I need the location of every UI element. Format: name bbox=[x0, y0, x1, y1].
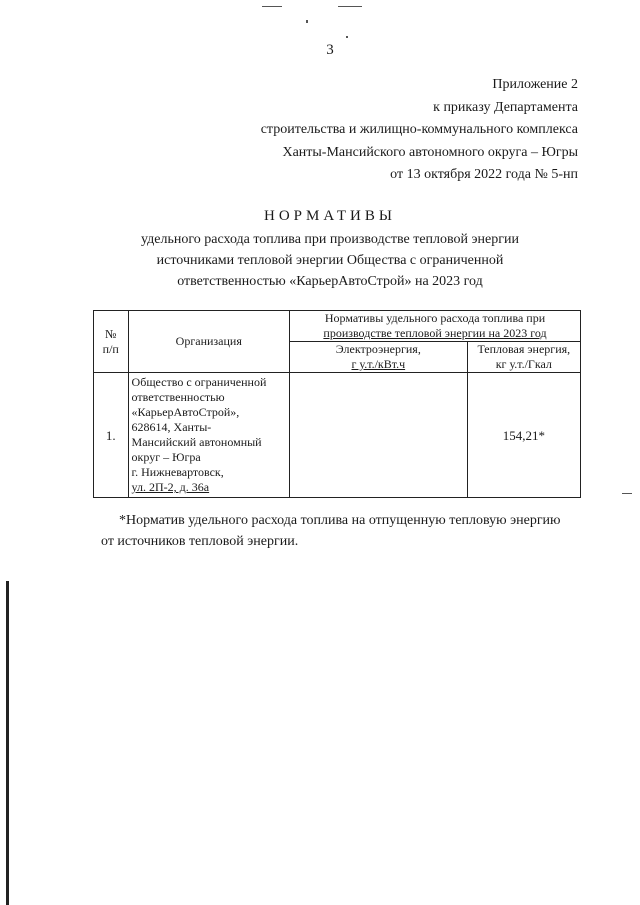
scan-artifact bbox=[306, 20, 308, 23]
org-line: 628614, Ханты- bbox=[131, 420, 212, 434]
org-line: г. Нижневартовск, bbox=[131, 465, 224, 479]
header-number bbox=[94, 311, 129, 373]
header-number-line: п/п bbox=[102, 341, 119, 356]
footnote-line: от источников тепловой энергии. bbox=[101, 534, 299, 549]
row-thermal-value: 154,21* bbox=[467, 373, 580, 498]
appendix-line: Ханты-Мансийского автономного округа – Югры bbox=[282, 144, 578, 160]
subtitle-line: удельного расхода топлива при производстве тепловой энергии bbox=[141, 232, 519, 247]
org-line: округ – Югра bbox=[131, 450, 201, 464]
org-line: Мансийский автономный bbox=[131, 435, 262, 449]
scan-artifact bbox=[346, 36, 348, 38]
header-electric-line: Электроэнергия, bbox=[335, 342, 421, 356]
row-electric-value bbox=[290, 373, 468, 498]
page-number: 3 bbox=[326, 42, 334, 58]
subtitle-line: ответственностью «КарьерАвтоСтрой» на 2023 год bbox=[177, 274, 483, 289]
table-header-row bbox=[94, 311, 581, 342]
appendix-line: к приказу Департамента bbox=[433, 99, 578, 115]
org-line: «КарьерАвтоСтрой», bbox=[131, 405, 240, 419]
subtitle-line: источниками тепловой энергии Общества с ограниченной bbox=[156, 253, 504, 268]
row-number: 1. bbox=[94, 373, 129, 498]
appendix-line: строительства и жилищно-коммунального комплекса bbox=[260, 122, 578, 137]
appendix-line: от 13 октября 2022 года № 5-нп bbox=[390, 167, 578, 182]
header-thermal bbox=[467, 342, 580, 373]
scan-artifact bbox=[338, 6, 362, 7]
header-thermal-line: Тепловая энергия, bbox=[477, 342, 571, 356]
header-group-line: Нормативы удельного расхода топлива при bbox=[324, 311, 546, 325]
header-electric bbox=[290, 342, 468, 373]
scan-artifact bbox=[622, 493, 632, 494]
org-line: ул. 2П-2, д. 36а bbox=[131, 480, 210, 494]
header-electric-line: г у.т./кВт.ч bbox=[351, 357, 406, 371]
org-line: ответственностью bbox=[131, 390, 225, 404]
document-subtitle bbox=[0, 229, 640, 292]
header-norms-group bbox=[290, 311, 581, 342]
header-organization: Организация bbox=[128, 311, 289, 373]
org-line: Общество с ограниченной bbox=[131, 375, 267, 389]
norms-table bbox=[93, 310, 581, 498]
scan-artifact bbox=[262, 6, 282, 7]
header-group-line: производстве тепловой энергии на 2023 год bbox=[323, 326, 547, 340]
header-thermal-line: кг у.т./Гкал bbox=[495, 357, 552, 371]
appendix-line: Приложение 2 bbox=[492, 77, 578, 92]
document-title: НОРМАТИВЫ bbox=[264, 208, 396, 224]
header-number-line: № bbox=[105, 326, 117, 341]
scan-edge-bar bbox=[6, 581, 9, 905]
appendix-block bbox=[261, 74, 578, 187]
row-organization bbox=[128, 373, 289, 498]
footnote bbox=[101, 510, 619, 552]
table-row bbox=[94, 373, 581, 498]
footnote-line: *Норматив удельного расхода топлива на отпущенную тепловую энергию bbox=[119, 513, 561, 528]
